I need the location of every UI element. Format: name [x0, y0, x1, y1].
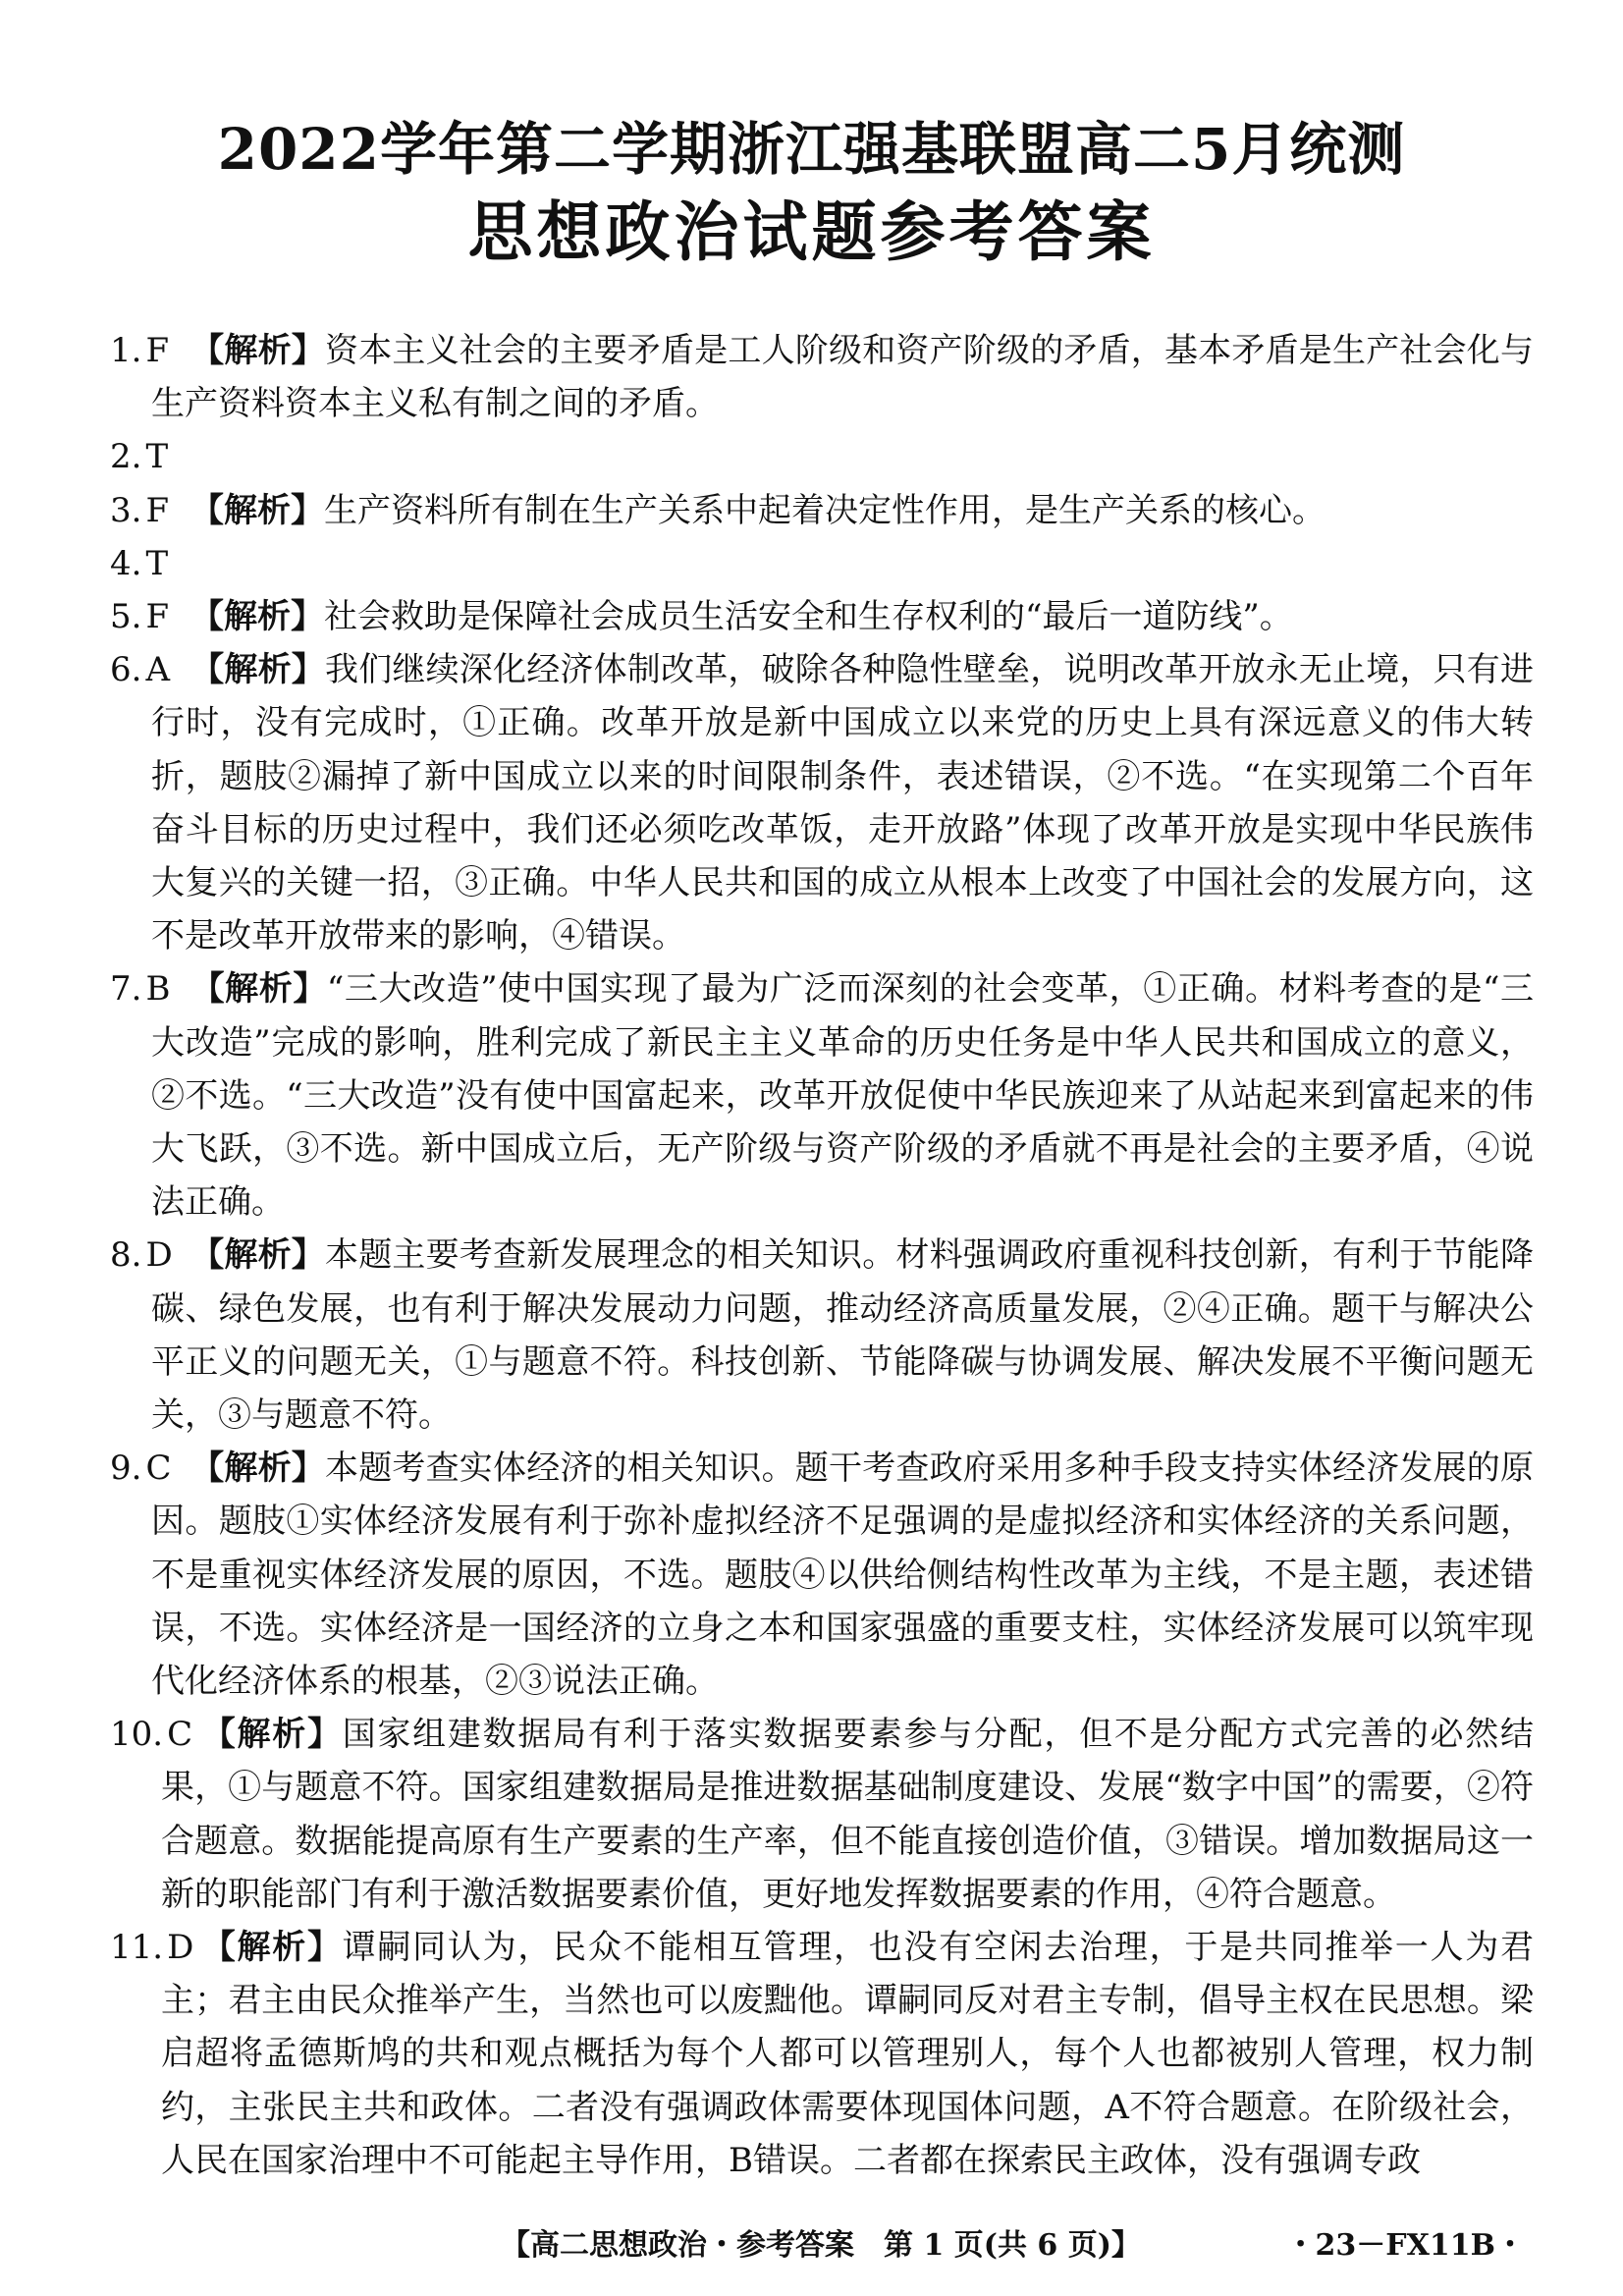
item-number: 1. — [110, 331, 142, 370]
analysis-text: 本题考查实体经济的相关知识。题干考查政府采用多种手段支持实体经济发展的原因。题肢①实体经济发展有利于弥补虚拟经济不足强调的是虚拟经济和实体经济的关系问题，不是重视实体经济发展的原因，不选。题肢④以供给侧结构性改革为主线，不是主题，表述错误，不选。实体经济是一国经济的立身之本和国家强盛的重要支柱，实体经济发展可以筑牢现代化经济体系的根基，②③说法正确。 — [151, 1449, 1534, 1702]
analysis-text: 本题主要考查新发展理念的相关知识。材料强调政府重视科技创新，有利于节能降碳、绿色发展，也有利于解决发展动力问题，推动经济高质量发展，②④正确。题干与解决公平正义的问题无关，①与题意不符。科技创新、节能降碳与协调发展、解决发展不平衡问题无关，③与题意不符。 — [151, 1235, 1534, 1436]
answer-item-5 — [110, 590, 1534, 643]
analysis-tag: 【解析】 — [190, 1449, 325, 1489]
item-answer: F — [145, 490, 170, 530]
page-footer — [0, 2221, 1623, 2270]
analysis-tag: 【解析】 — [200, 1715, 343, 1755]
item-number: 10. — [110, 1715, 164, 1755]
answer-item-11 — [110, 1921, 1534, 2187]
item-number: 2. — [110, 437, 142, 477]
item-number: 11. — [110, 1928, 164, 1968]
analysis-tag: 【解析】 — [190, 650, 325, 690]
analysis-tag: 【解析】 — [190, 1235, 325, 1276]
answer-item-8 — [110, 1229, 1534, 1442]
document-subtitle: 思想政治试题参考答案 — [467, 193, 1156, 270]
answer-item-7 — [110, 962, 1534, 1229]
item-number: 3. — [110, 490, 142, 530]
analysis-text: 资本主义社会的主要矛盾是工人阶级和资产阶级的矛盾，基本矛盾是生产社会化与生产资料资本主义私有制之间的矛盾。 — [151, 331, 1534, 424]
answer-item-10 — [110, 1708, 1534, 1921]
item-answer: F — [145, 596, 170, 636]
analysis-text: “三大改造”使中国实现了最为广泛而深刻的社会变革，①正确。材料考查的是“三大改造”完成的影响，胜利完成了新民主主义革命的历史任务是中华人民共和国成立的意义，②不选。“三大改造”没有使中国富起来，改革开放促使中华民族迎来了从站起来到富起来的伟大飞跃，③不选。新中国成立后，无产阶级与资产阶级的矛盾就不再是社会的主要矛盾，④说法正确。 — [151, 969, 1535, 1223]
analysis-text: 国家组建数据局有利于落实数据要素参与分配，但不是分配方式完善的必然结果，①与题意不符。国家组建数据局是推进数据基础制度建设、发展“数字中国”的需要，②符合题意。数据能提高原有生产要素的生产率，但不能直接创造价值，③错误。增加数据局这一新的职能部门有利于激活数据要素价值，更好地发挥数据要素的作用，④符合题意。 — [161, 1715, 1535, 1914]
item-answer: D — [167, 1928, 194, 1968]
analysis-tag: 【解析】 — [190, 331, 325, 370]
analysis-tag: 【解析】 — [190, 969, 327, 1010]
item-number: 8. — [110, 1235, 142, 1276]
item-number: 9. — [110, 1449, 142, 1489]
item-number: 6. — [110, 650, 142, 690]
item-number: 5. — [110, 596, 142, 636]
item-answer: T — [145, 543, 169, 583]
exam-title: 2022学年第二学期浙江强基联盟高二5月统测 — [217, 116, 1406, 183]
analysis-text: 社会救助是保障社会成员生活安全和生存权利的“最后一道防线”。 — [324, 596, 1293, 636]
answer-item-9 — [110, 1442, 1534, 1708]
analysis-tag: 【解析】 — [200, 1928, 343, 1968]
item-answer: A — [145, 650, 171, 690]
item-answer: C — [145, 1449, 172, 1489]
answer-list — [110, 324, 1534, 2187]
analysis-tag: 【解析】 — [190, 490, 324, 530]
answer-item-1 — [110, 324, 1534, 430]
answer-item-6 — [110, 643, 1534, 962]
item-number: 7. — [110, 969, 142, 1010]
item-answer: C — [167, 1715, 193, 1755]
answer-item-2 — [110, 430, 1534, 483]
item-answer: T — [145, 437, 169, 477]
item-answer: D — [145, 1235, 173, 1276]
analysis-text: 我们继续深化经济体制改革，破除各种隐性壁垒，说明改革开放永无止境，只有进行时，没有完成时，①正确。改革开放是新中国成立以来党的历史上具有深远意义的伟大转折，题肢②漏掉了新中国成立以来的时间限制条件，表述错误，②不选。“在实现第二个百年奋斗目标的历史过程中，我们还必须吃改革饭，走开放路”体现了改革开放是实现中华民族伟大复兴的关键一招，③正确。中华人民共和国的成立从根本上改变了中国社会的发展方向，这不是改革开放带来的影响，④错误。 — [151, 650, 1534, 957]
item-number: 4. — [110, 543, 142, 583]
answer-item-4 — [110, 537, 1534, 590]
item-answer: B — [145, 969, 171, 1010]
item-answer: F — [145, 331, 170, 370]
analysis-tag: 【解析】 — [190, 596, 324, 636]
footer-page-info: 【高二思想政治・参考答案 第 1 页(共 6 页)】 — [501, 2228, 1141, 2263]
analysis-text: 谭嗣同认为，民众不能相互管理，也没有空闲去治理，于是共同推举一人为君主；君主由民众推举产生，当然也可以废黜他。谭嗣同反对君主专制，倡导主权在民思想。梁启超将孟德斯鸠的共和观点概括为每个人都可以管理别人，每个人也都被别人管理，权力制约，主张民主共和政体。二者没有强调政体需要体现国体问题，A不符合题意。在阶级社会，人民在国家治理中不可能起主导作用，B错误。二者都在探索民主政体，没有强调专政 — [161, 1928, 1535, 2180]
analysis-text: 生产资料所有制在生产关系中起着决定性作用，是生产关系的核心。 — [324, 490, 1325, 530]
footer-code: ・23－FX11B・ — [1285, 2228, 1525, 2263]
answer-item-3 — [110, 484, 1534, 537]
